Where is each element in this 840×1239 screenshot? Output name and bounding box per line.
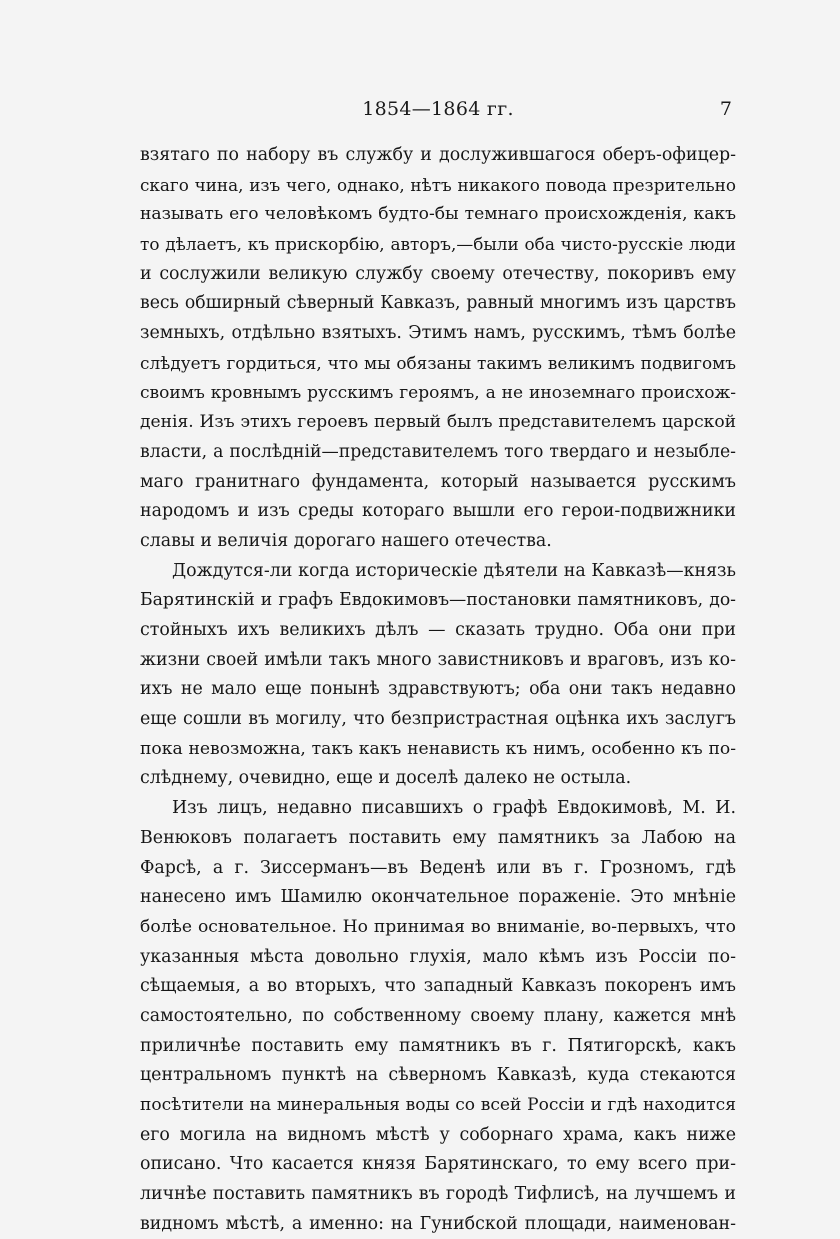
body-text	[140, 141, 736, 1239]
text-line: весь обширный сѣверный Кавказъ, равный многимъ изъ царствъ	[140, 293, 736, 314]
text-line: славы и величія дорогаго нашего отечества.	[140, 530, 552, 551]
text-line: взятаго по набору въ службу и дослужившагося оберъ-офицер-	[140, 145, 736, 165]
text-line: Дождутся-ли когда историческіе дѣятели на Кавказѣ—князь	[172, 560, 736, 581]
text-line: стойныхъ ихъ великихъ дѣлъ — сказать трудно. Оба они при	[140, 620, 736, 640]
text-line: приличнѣе поставить ему памятникъ въ г. Пятигорскѣ, какъ	[140, 1035, 736, 1056]
paragraph-3	[140, 794, 736, 1239]
text-line: описано. Что касается князя Барятинскаго, то ему всего при-	[140, 1154, 736, 1175]
text-line: народомъ и изъ среды котораго вышли его герои-подвижники	[140, 501, 736, 522]
text-line: и сослужили великую службу своему отечеству, покоривъ ему	[140, 263, 736, 284]
text-line: болѣе основательное. Но принимая во вниманіе, во-первыхъ, что	[140, 916, 736, 937]
text-line: называть его человѣкомъ будто-бы темнаго происхожденія, какъ	[140, 204, 736, 225]
text-line: маго гранитнаго фундамента, который называется русскимъ	[140, 471, 736, 492]
text-line: пока невозможна, такъ какъ ненависть къ нимъ, особенно къ по-	[140, 738, 736, 759]
text-line: сѣщаемыя, а во вторыхъ, что западный Кавказъ покоренъ имъ	[140, 976, 736, 997]
paragraph-1	[140, 141, 736, 557]
text-line: скаго чина, изъ чего, однако, нѣтъ никакого повода презрительно	[140, 174, 736, 195]
text-line: Фарсѣ, а г. Зиссерманъ—въ Веденѣ или въ г. Грозномъ, гдѣ	[140, 857, 736, 878]
text-line: власти, а послѣдній—представителемъ того твердаго и незыбле-	[140, 441, 736, 462]
text-line: слѣднему, очевидно, еще и доселѣ далеко не остыла.	[140, 768, 632, 789]
text-line: его могила на видномъ мѣстѣ у соборнаго храма, какъ ниже	[140, 1124, 736, 1145]
text-line: Изъ лицъ, недавно писавшихъ о графѣ Евдокимовѣ, М. И.	[172, 798, 736, 819]
header-title: 1854—1864 гг.	[362, 98, 514, 120]
text-line: Барятинскій и графъ Евдокимовъ—постановки памятниковъ, до-	[140, 590, 736, 611]
paragraph-2	[140, 557, 736, 795]
text-line: жизни своей имѣли такъ много завистниковъ и враговъ, изъ ко-	[140, 649, 736, 670]
page-number: 7	[719, 98, 732, 120]
text-line: денія. Изъ этихъ героевъ первый былъ представителемъ царской	[140, 412, 736, 433]
text-line: нанесено имъ Шамилю окончательное пораженіе. Это мнѣніе	[140, 887, 736, 908]
text-line: еще сошли въ могилу, что безпристрастная оцѣнка ихъ заслугъ	[140, 709, 736, 730]
text-line: ихъ не мало еще понынѣ здравствуютъ; оба они такъ недавно	[140, 679, 736, 700]
text-line: указанныя мѣста довольно глухія, мало кѣмъ изъ Россіи по-	[140, 946, 736, 967]
text-line: своимъ кровнымъ русскимъ героямъ, а не иноземнаго происхож-	[140, 382, 736, 403]
text-line: видномъ мѣстѣ, а именно: на Гунибской площади, наименован-	[140, 1213, 736, 1234]
text-line: то дѣлаетъ, къ прискорбію, авторъ,—были оба чисто-русскіе люди	[140, 234, 736, 255]
text-line: центральномъ пунктѣ на сѣверномъ Кавказѣ, куда стекаются	[140, 1065, 736, 1086]
running-header	[140, 98, 736, 128]
text-line: посѣтители на минеральныя воды со всей Россіи и гдѣ находится	[140, 1095, 736, 1115]
text-line: личнѣе поставить памятникъ въ городѣ Тифлисѣ, на лучшемъ и	[140, 1184, 736, 1205]
text-line: слѣдуетъ гордиться, что мы обязаны такимъ великимъ подвигомъ	[140, 352, 736, 373]
text-line: Венюковъ полагаетъ поставить ему памятникъ за Лабою на	[140, 827, 736, 848]
text-line: земныхъ, отдѣльно взятыхъ. Этимъ намъ, русскимъ, тѣмъ болѣе	[140, 323, 736, 344]
text-line: самостоятельно, по собственному своему плану, кажется мнѣ	[140, 1005, 736, 1026]
